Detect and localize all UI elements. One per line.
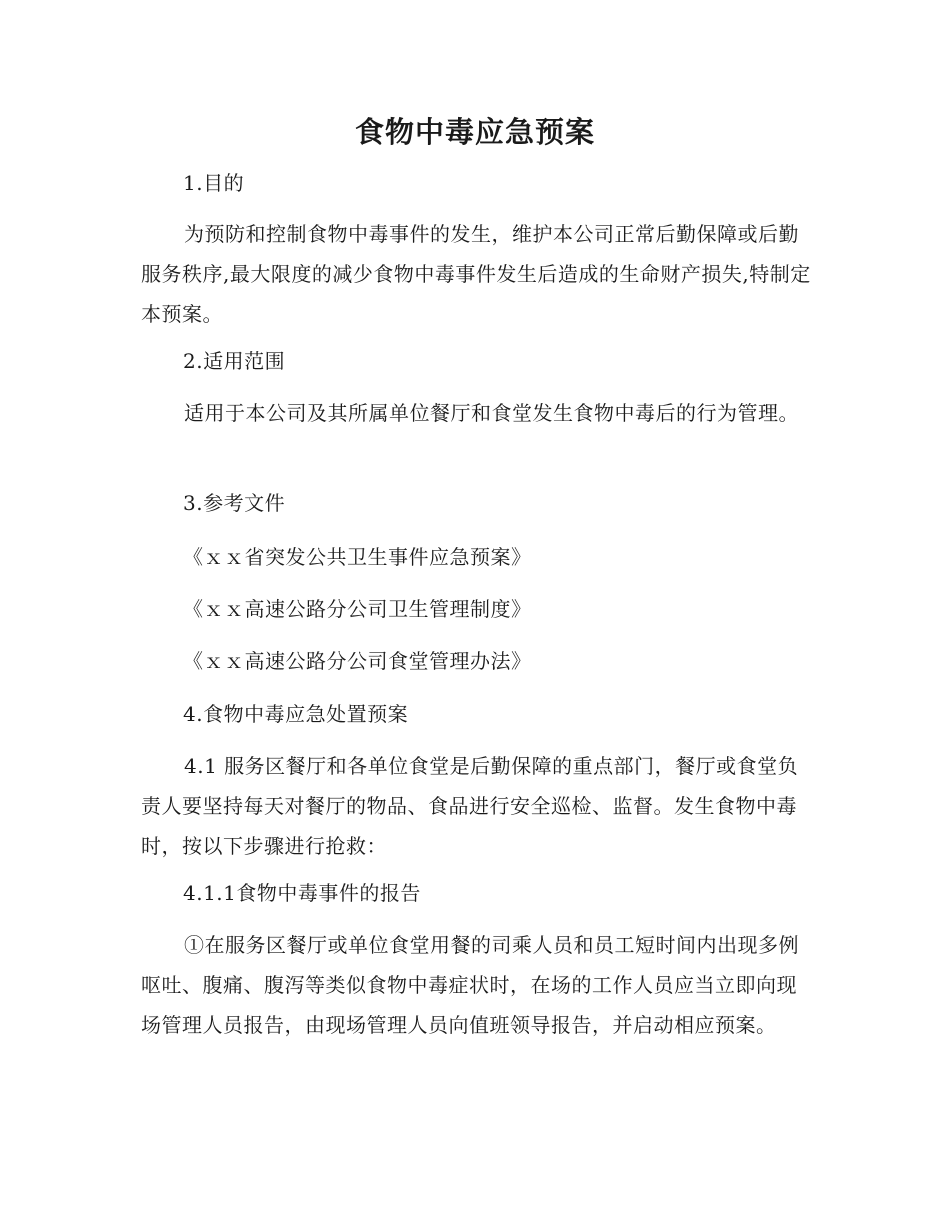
document-title: 食物中毒应急预案 <box>354 115 595 149</box>
section-4-1-1-body: ①在服务区餐厅或单位食堂用餐的司乘人员和员工短时间内出现多例呕吐、腹痛、腹泻等类似食物中毒症状时，在场的工作人员应当立即向现场管理人员报告，由现场管理人员向值班领导报告，并启动相应预案。 <box>141 933 799 1037</box>
section-2-heading: 2.适用范围 <box>183 349 286 373</box>
reference-item-1: 《ｘｘ省突发公共卫生事件应急预案》 <box>183 545 532 569</box>
section-4-1-1-heading: 4.1.1食物中毒事件的报告 <box>183 881 421 905</box>
reference-item-3: 《ｘｘ高速公路分公司食堂管理办法》 <box>183 649 532 673</box>
reference-item-2: 《ｘｘ高速公路分公司卫生管理制度》 <box>183 597 532 621</box>
section-2-body: 适用于本公司及其所属单位餐厅和食堂发生食物中毒后的行为管理。 <box>184 401 799 425</box>
section-1-heading: 1.目的 <box>183 171 245 195</box>
section-3-heading: 3.参考文件 <box>183 491 286 515</box>
section-4-heading: 4.食物中毒应急处置预案 <box>183 702 409 726</box>
section-1-body: 为预防和控制食物中毒事件的发生，维护本公司正常后勤保障或后勤服务秩序,最大限度的减少食物中毒事件发生后造成的生命财产损失,特制定本预案。 <box>141 222 811 326</box>
section-4-1-body: 4.1 服务区餐厅和各单位食堂是后勤保障的重点部门，餐厅或食堂负责人要坚持每天对餐厅的物品、食品进行安全巡检、监督。发生食物中毒时，按以下步骤进行抢救： <box>141 754 799 858</box>
